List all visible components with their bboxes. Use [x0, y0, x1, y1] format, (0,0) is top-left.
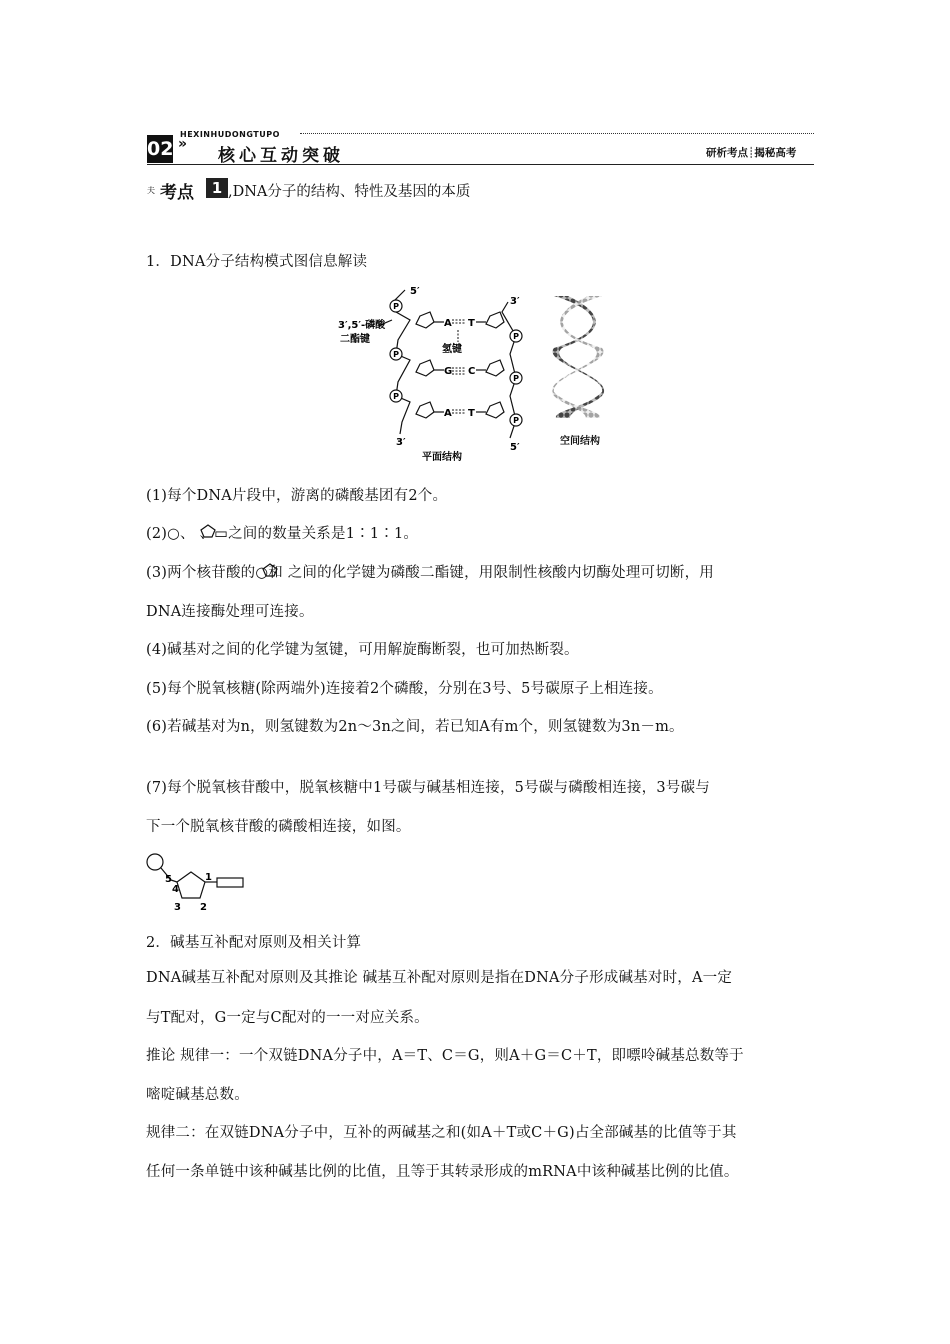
- section2-line-3: 推论 规律一：一个双链DNA分子中，A＝T、C＝G，则A＋G＝C＋T，即嘌呤碱基总数等于: [146, 1048, 744, 1064]
- paragraph-5: (5)每个脱氧核糖(除两端外)连接着2个磷酸，分别在3号、5号碳原子上相连接。: [146, 681, 663, 697]
- kaodian-title: ,DNA分子的结构、特性及基因的本质: [228, 184, 471, 200]
- paragraph-1: (1)每个DNA片段中，游离的磷酸基团有2个。: [146, 488, 448, 504]
- label-phosphodiester-2: 二酯键: [340, 334, 370, 345]
- base-g: G: [444, 366, 453, 377]
- section2-line-4: 嘧啶碱基总数。: [146, 1087, 249, 1103]
- phosphate-p-5: P: [513, 374, 519, 383]
- pentagon-symbol-2: [262, 563, 278, 577]
- caption-space-structure: 空间结构: [560, 436, 600, 447]
- paragraph-4: (4)碱基对之间的化学键为氢键，可用解旋酶断裂，也可加热断裂。: [146, 642, 579, 658]
- header-subtitle: HEXINHUDONGTUPO: [180, 130, 280, 139]
- double-arrow-icon: »: [178, 136, 188, 152]
- section2-line-2: 与T配对，G一定与C配对的一一对应关系。: [146, 1010, 429, 1026]
- phosphate-p-2: P: [393, 350, 399, 359]
- phosphate-p-3: P: [393, 392, 399, 401]
- base-a-2: A: [444, 408, 452, 419]
- carbon-3-label: 3: [174, 902, 181, 912]
- kaodian-prefix: 夫: [147, 186, 155, 195]
- kaodian-label: 考点: [160, 183, 194, 203]
- paragraph-7a: (7)每个脱氧核苷酸中，脱氧核糖中1号碳与碱基相连接，5号碳与磷酸相连接，3号碳与: [146, 780, 710, 796]
- phosphate-p-1: P: [393, 302, 399, 311]
- pentagon-symbol: [200, 524, 216, 538]
- carbon-5-label: 5: [165, 874, 172, 885]
- caption-plane-structure: 平面结构: [422, 452, 462, 463]
- section2-heading: 2．碱基互补配对原则及相关计算: [146, 935, 362, 951]
- label-phosphodiester: 3′,5′-磷酸: [338, 320, 386, 331]
- section2-line-6: 任何一条单链中该种碱基比例的比值，且等于其转录形成的mRNA中该种碱基比例的比值。: [146, 1164, 739, 1180]
- phosphate-p-4: P: [513, 332, 519, 341]
- carbon-4-label: 4: [172, 884, 179, 895]
- label-3prime-bottom: 3′: [396, 437, 406, 448]
- label-hydrogen-bond: 氢键: [442, 344, 462, 355]
- paragraph-6: (6)若碱基对为n，则氢键数为2n～3n之间，若已知A有m个，则氢键数为3n－m。: [146, 719, 684, 735]
- carbon-1-label: 1: [205, 872, 212, 883]
- dna-double-helix-figure: [546, 292, 610, 420]
- label-5prime-bottom: 5′: [510, 442, 520, 453]
- section2-line-1: DNA碱基互补配对原则及其推论 碱基互补配对原则是指在DNA分子形成碱基对时，A一定: [146, 970, 733, 986]
- header-right-tag: 研析考点┊揭秘高考: [706, 147, 797, 159]
- section2-line-5: 规律二：在双链DNA分子中，互补的两碱基之和(如A＋T或C＋G)占全部碱基的比值等于其: [146, 1125, 737, 1141]
- kaodian-number-badge: 1: [206, 178, 228, 198]
- header-rule: [147, 164, 814, 165]
- base-c: C: [468, 366, 476, 377]
- section-number-badge: 02: [147, 135, 173, 163]
- paragraph-3b: DNA连接酶处理可连接。: [146, 604, 314, 620]
- base-a-1: A: [444, 318, 452, 329]
- base-t-1: T: [468, 318, 475, 329]
- section1-heading: 1．DNA分子结构模式图信息解读: [146, 254, 368, 270]
- paragraph-2: (2)○、 、▭之间的数量关系是1∶1∶1。: [146, 526, 419, 542]
- nucleotide-figure: [145, 852, 255, 912]
- phosphate-p-6: P: [513, 416, 519, 425]
- paragraph-3a: (3)两个核苷酸的○和 之间的化学键为磷酸二酯键，用限制性核酸内切酶处理可切断，用: [146, 565, 714, 581]
- base-t-2: T: [468, 408, 475, 419]
- label-5prime-top: 5′: [410, 286, 420, 297]
- carbon-2-label: 2: [200, 902, 207, 912]
- paragraph-7b: 下一个脱氧核苷酸的磷酸相连接，如图。: [146, 819, 411, 835]
- label-3prime-top: 3′: [510, 296, 520, 307]
- header-dotted-line: [300, 133, 814, 134]
- header-title: 核心互动突破: [218, 146, 344, 166]
